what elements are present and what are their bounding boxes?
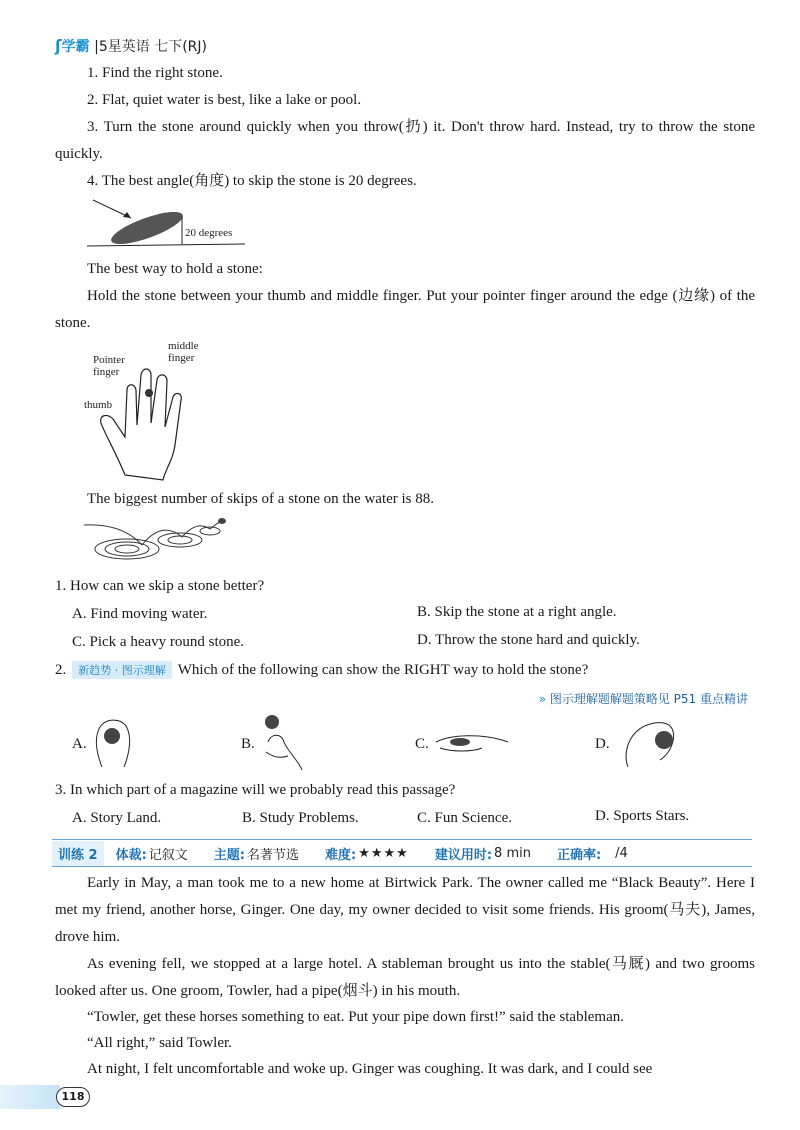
page-tab-decoration bbox=[0, 1085, 60, 1109]
genre-value: 记叙文 bbox=[148, 847, 188, 863]
q3-option-b[interactable]: B. Study Problems. bbox=[242, 810, 359, 826]
series-name: 5星英语 bbox=[98, 39, 150, 55]
hold-heading: The best way to hold a stone: bbox=[87, 261, 263, 277]
q1-option-d[interactable]: D. Throw the stone hard and quickly. bbox=[417, 632, 640, 648]
passage-paragraph-1: Early in May, a man took me to a new home at Birtwick Park. The owner called me “Black Beauty”. Here I met my friend, another horse, Ginger. One day, my owner decided to visit some friends. His groom(马夫), James, drove him. bbox=[55, 875, 755, 945]
step-2: 2. Flat, quiet water is best, like a lake or pool. bbox=[87, 92, 362, 108]
time-value: 8 min bbox=[494, 845, 531, 861]
angle-label: 20 degrees bbox=[185, 227, 233, 239]
time-label: 建议用时: bbox=[434, 847, 493, 863]
step-1: 1. Find the right stone. bbox=[87, 65, 223, 81]
middle-finger-label: middle finger bbox=[168, 340, 199, 364]
q1-option-b[interactable]: B. Skip the stone at a right angle. bbox=[417, 604, 617, 620]
q1-option-a[interactable]: A. Find moving water. bbox=[72, 606, 208, 622]
stone-angle-figure bbox=[85, 198, 255, 250]
page-number: 118 bbox=[56, 1087, 90, 1107]
q3-stem: 3. In which part of a magazine will we probably read this passage? bbox=[55, 782, 456, 798]
passage-paragraph-4: “All right,” said Towler. bbox=[87, 1035, 232, 1051]
q2-option-a[interactable]: A. bbox=[72, 736, 87, 752]
water-line bbox=[87, 244, 245, 246]
step-4: 4. The best angle(角度) to skip the stone is 20 degrees. bbox=[87, 173, 417, 189]
ripple bbox=[168, 536, 192, 544]
stone-dot bbox=[218, 518, 226, 524]
brand-name: 学霸 bbox=[61, 39, 90, 55]
passage-paragraph-3: “Towler, get these horses something to eat. Put your pipe down first!” said the stableman. bbox=[87, 1009, 624, 1025]
hand-option-d-icon bbox=[620, 712, 680, 772]
hand-option-a-icon bbox=[92, 712, 134, 774]
difficulty-stars-icon: ★★★★ bbox=[358, 845, 409, 861]
brand-logo-icon: ʃ bbox=[55, 36, 62, 55]
thumb-label: thumb bbox=[84, 399, 113, 411]
record-text: The biggest number of skips of a stone on the water is 88. bbox=[87, 491, 435, 507]
hand-option-b-icon bbox=[258, 712, 308, 774]
q2-option-c[interactable]: C. bbox=[415, 736, 429, 752]
strategy-note bbox=[539, 690, 748, 707]
ripple bbox=[105, 542, 149, 556]
passage-paragraph-5: At night, I felt uncomfortable and woke up. Ginger was coughing. It was dark, and I could see bbox=[87, 1061, 653, 1077]
training-bar bbox=[52, 839, 752, 867]
ripple bbox=[200, 527, 220, 535]
accuracy-label: 正确率: bbox=[556, 847, 602, 863]
difficulty-label: 难度: bbox=[325, 847, 357, 863]
q2-row bbox=[55, 661, 588, 679]
theme-label: 主题: bbox=[213, 847, 245, 863]
q2-option-b[interactable]: B. bbox=[241, 736, 255, 752]
q1-stem: 1. How can we skip a stone better? bbox=[55, 578, 265, 594]
accuracy-value: /4 bbox=[615, 845, 628, 861]
strategy-text: 图示理解题解题策略见 P51 重点精讲 bbox=[549, 692, 748, 706]
ripples-figure bbox=[82, 515, 232, 565]
q3-option-a[interactable]: A. Story Land. bbox=[72, 810, 162, 826]
double-arrow-icon: » bbox=[538, 692, 547, 706]
q2-number: 2. bbox=[55, 662, 67, 678]
q2-tag: 新趋势 · 图示理解 bbox=[72, 661, 172, 679]
genre-label: 体裁: bbox=[115, 847, 147, 863]
q1-option-c[interactable]: C. Pick a heavy round stone. bbox=[72, 634, 245, 650]
q3-option-c[interactable]: C. Fun Science. bbox=[417, 810, 512, 826]
passage-paragraph-2: As evening fell, we stopped at a large hotel. A stableman brought us into the stable(马厩) and two grooms looked after us. One groom, Towler, had a pipe(烟斗) in his mouth. bbox=[55, 956, 755, 999]
edition: (RJ) bbox=[182, 39, 207, 55]
finger-stone bbox=[145, 389, 153, 397]
page-header bbox=[55, 36, 207, 56]
pointer-finger-label: Pointer finger bbox=[93, 354, 125, 378]
q2-option-d[interactable]: D. bbox=[595, 736, 610, 752]
grade: 七下 bbox=[154, 39, 183, 55]
training-title: 训练 2 bbox=[52, 841, 104, 866]
step-3: 3. Turn the stone around quickly when you throw(扔) it. Don't throw hard. Instead, try to throw the stone quickly. bbox=[55, 119, 755, 162]
hand-option-c-icon bbox=[432, 728, 512, 758]
ripple bbox=[115, 545, 139, 553]
theme-value: 名著节选 bbox=[247, 847, 300, 863]
q2-stem: Which of the following can show the RIGHT way to hold the stone? bbox=[177, 662, 589, 678]
header-divider: | bbox=[94, 39, 99, 55]
q3-option-d[interactable]: D. Sports Stars. bbox=[595, 808, 690, 824]
hand-outline bbox=[101, 369, 182, 480]
hold-text: Hold the stone between your thumb and middle finger. Put your pointer finger around the edge (边缘) of the stone. bbox=[55, 288, 755, 331]
